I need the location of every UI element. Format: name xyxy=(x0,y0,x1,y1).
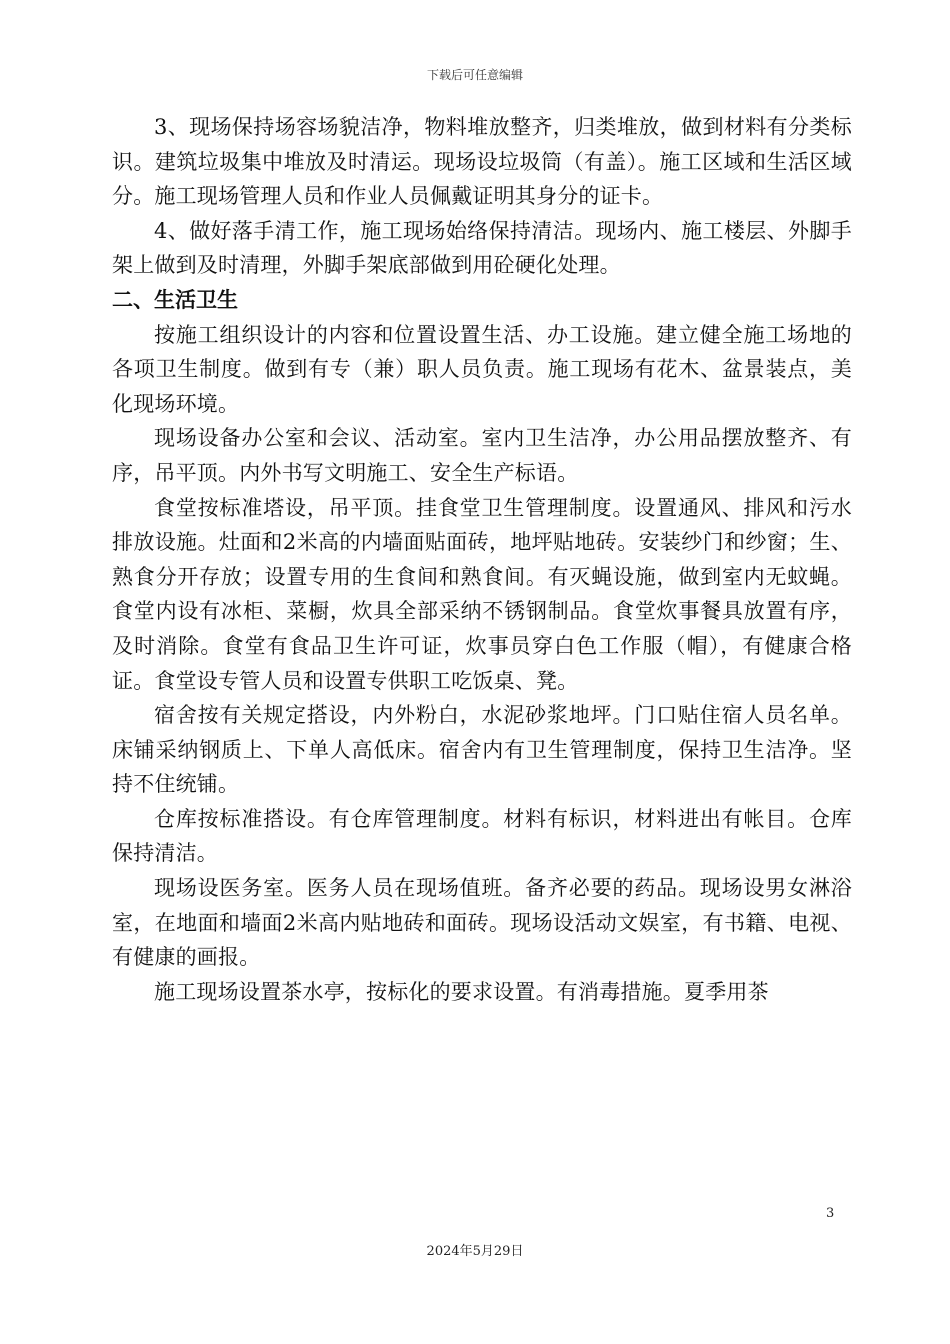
document-body xyxy=(112,110,852,1009)
page-number: 3 xyxy=(826,1206,835,1221)
paragraph-warehouse: 仓库按标准搭设。有仓库管理制度。材料有标识，材料进出有帐目。仓库保持清洁。 xyxy=(112,806,852,866)
footer-date: 2024年5月29日 xyxy=(426,1244,524,1259)
paragraph-tea-pavilion: 施工现场设置茶水亭，按标化的要求设置。有消毒措施。夏季用茶 xyxy=(154,979,769,1004)
paragraph-site-cleanliness: 3、现场保持场容场貌洁净，物料堆放整齐，归类堆放，做到材料有分类标识。建筑垃圾集中堆放及时清运。现场设垃圾筒（有盖）。施工区域和生活区域分。施工现场管理人员和作业人员佩戴证明其身分的证卡。 xyxy=(112,115,852,209)
paragraph-office: 现场设备办公室和会议、活动室。室内卫生洁净，办公用品摆放整齐、有序，吊平顶。内外书写文明施工、安全生产标语。 xyxy=(112,426,852,485)
paragraph-dormitory: 宿舍按有关规定搭设，内外粉白，水泥砂浆地坪。门口贴住宿人员名单。床铺采纳钢质上、下单人高低床。宿舍内有卫生管理制度，保持卫生洁净。坚持不住统铺。 xyxy=(112,703,852,797)
section-heading-hygiene: 二、生活卫生 xyxy=(112,287,238,312)
paragraph-medical: 现场设医务室。医务人员在现场值班。备齐必要的药品。现场设男女淋浴室，在地面和墙面2米高内贴地砖和面砖。现场设活动文娱室，有书籍、电视、有健康的画报。 xyxy=(112,876,852,970)
paragraph-cleanup: 4、做好落手清工作，施工现场始络保持清洁。现场内、施工楼层、外脚手架上做到及时清理，外脚手架底部做到用砼硬化处理。 xyxy=(112,218,852,278)
paragraph-canteen: 食堂按标准塔设，吊平顶。挂食堂卫生管理制度。设置通风、排风和污水排放设施。灶面和2米高的内墙面贴面砖，地坪贴地砖。安装纱门和纱窗；生、熟食分开存放；设置专用的生食间和熟食间。有灭蝇设施，做到室内无蚊蝇。食堂内设有冰柜、菜橱，炊具全部采纳不锈钢制品。食堂炊事餐具放置有序，及时消除。食堂有食品卫生许可证，炊事员穿白色工作服（帽），有健康合格证。食堂设专管人员和设置专供职工吃饭桌、凳。 xyxy=(112,495,852,693)
paragraph-facilities: 按施工组织设计的内容和位置设置生活、办工设施。建立健全施工场地的各项卫生制度。做到有专（兼）职人员负责。施工现场有花木、盆景装点，美化现场环境。 xyxy=(112,322,852,416)
page-header: 下载后可任意编辑 xyxy=(426,68,523,82)
